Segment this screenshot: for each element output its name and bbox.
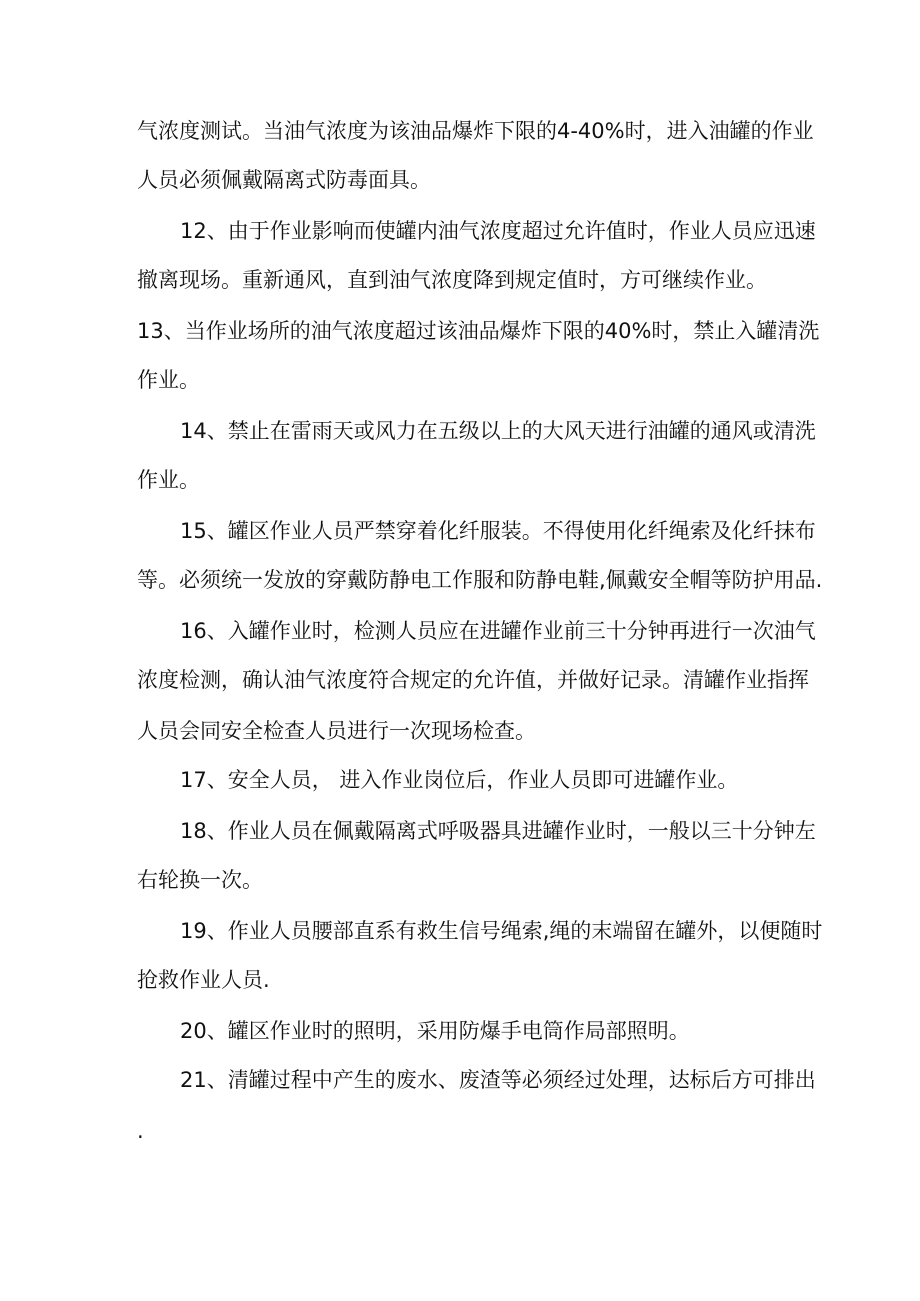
text-line: 19、作业人员腰部直系有救生信号绳索,绳的末端留在罐外，以便随时 <box>180 919 823 943</box>
text-line: 17、安全人员， 进入作业岗位后，作业人员即可进罐作业。 <box>180 768 739 792</box>
text-line: 20、罐区作业时的照明，采用防爆手电筒作局部照明。 <box>180 1019 690 1043</box>
text-line: 浓度检测，确认油气浓度符合规定的允许值，并做好记录。清罐作业指挥 <box>137 668 809 692</box>
text-line: 气浓度测试。当油气浓度为该油品爆炸下限的4-40%时，进入油罐的作业 <box>137 119 814 143</box>
text-line: 18、作业人员在佩戴隔离式呼吸器具进罐作业时，一般以三十分钟左 <box>180 819 816 843</box>
text-line: 16、入罐作业时，检测人员应在进罐作业前三十分钟再进行一次油气 <box>180 619 816 643</box>
text-line: . <box>137 1119 144 1143</box>
text-line: 人员会同安全检查人员进行一次现场检查。 <box>137 719 536 743</box>
text-line: 13、当作业场所的油气浓度超过该油品爆炸下限的40%时，禁止入罐清洗 <box>137 319 820 343</box>
text-line: 21、清罐过程中产生的废水、废渣等必须经过处理，达标后方可排出 <box>180 1068 816 1092</box>
text-line: 12、由于作业影响而使罐内油气浓度超过允许值时，作业人员应迅速 <box>180 219 816 243</box>
text-line: 作业。 <box>137 368 200 392</box>
text-line: 等。必须统一发放的穿戴防静电工作服和防静电鞋,佩戴安全帽等防护用品. <box>137 568 823 592</box>
text-line: 15、罐区作业人员严禁穿着化纤服装。不得使用化纤绳索及化纤抹布 <box>180 519 816 543</box>
text-line: 右轮换一次。 <box>137 868 263 892</box>
text-line: 人员必须佩戴隔离式防毒面具。 <box>137 168 431 192</box>
text-line: 撤离现场。重新通风，直到油气浓度降到规定值时，方可继续作业。 <box>137 268 767 292</box>
text-line: 14、禁止在雷雨天或风力在五级以上的大风天进行油罐的通风或清洗 <box>180 419 816 443</box>
text-line: 抢救作业人员. <box>137 968 270 992</box>
text-line: 作业。 <box>137 468 200 492</box>
